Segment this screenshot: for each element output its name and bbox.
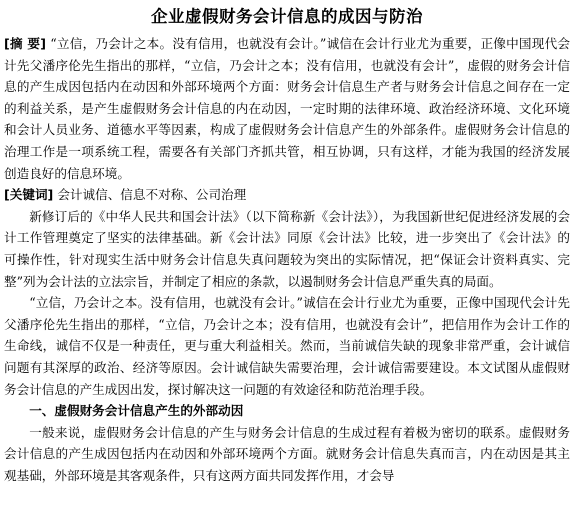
body-paragraph-1: 新修订后的《中华人民共和国会计法》（以下简称新《会计法》），为我国新世纪促进经济发展的会计工作管理奠定了坚实的法律基础。新《会计法》同原《会计法》比较，进一步突出了《会计法》的可操作性，针对现实生活中财务会计信息失真问题较为突出的实际情况，把“保证会计资料真实、完整”列为会计法的立法宗旨，并制定了相应的条款，以遏制财务会计信息严重失真的局面。: [4, 208, 570, 289]
section-heading: 一、虚假财务会计信息产生的外部动因: [29, 403, 244, 419]
article: [4, 6, 570, 486]
abstract-tag: [摘 要]: [4, 36, 47, 51]
section-paragraph: 一般来说，虚假财务会计信息的产生与财务会计信息的生成过程有着极为密切的联系。虚假财务会计信息的产生成因包括内在动因和外部环境两个方面。就财务会计信息失真而言，内在动因是其主观基础，外部环境是其客观条件，只有这两方面共同发挥作用，才会导: [4, 424, 570, 483]
article-title: 企业虚假财务会计信息的成因与防治: [151, 7, 423, 26]
keywords: [4, 184, 570, 206]
keywords-text: 会计诚信、信息不对称、公司治理: [57, 187, 247, 203]
keywords-tag: [关键词]: [4, 187, 54, 203]
abstract: [4, 33, 570, 184]
abstract-text: “立信，乃会计之本。没有信用，也就没有会计。”诚信在会计行业尤为重要，正像中国现代会计先父潘序伦先生指出的那样，“立信，乃会计之本；没有信用，也就没有会计”，虚假的财务会计信息的产生成因包括内在动因和外部环境两个方面：财务会计信息生产者与财务会计信息之间存在一定的利益关系，是产生虚假财务会计信息的内在动因，一定时期的法律环境、政治经济环境、文化环境和会计人员业务、道德水平等因素，构成了虚假财务会计信息产生的外部条件。虚假财务会计信息的治理工作是一项系统工程，需要各有关部门齐抓共管，相互协调，只有这样，才能为我国的经济发展创造良好的信息环境。: [4, 36, 570, 181]
body-paragraph-2: “立信，乃会计之本。没有信用，也就没有会计。”诚信在会计行业尤为重要，正像中国现代会计先父潘序伦先生指出的那样，“立信，乃会计之本；没有信用，也就没有会计”，把信用作为会计工作的生命线，诚信不仅是一种责任，更与重大利益相关。然而，当前诚信失缺的现象非常严重，会计诚信问题有其深厚的政治、经济等原因。会计诚信缺失需要治理，会计诚信需要建设。本文试图从虚假财务会计信息的产生成因出发，探讨解决这一问题的有效途径和防范治理手段。: [4, 295, 570, 397]
